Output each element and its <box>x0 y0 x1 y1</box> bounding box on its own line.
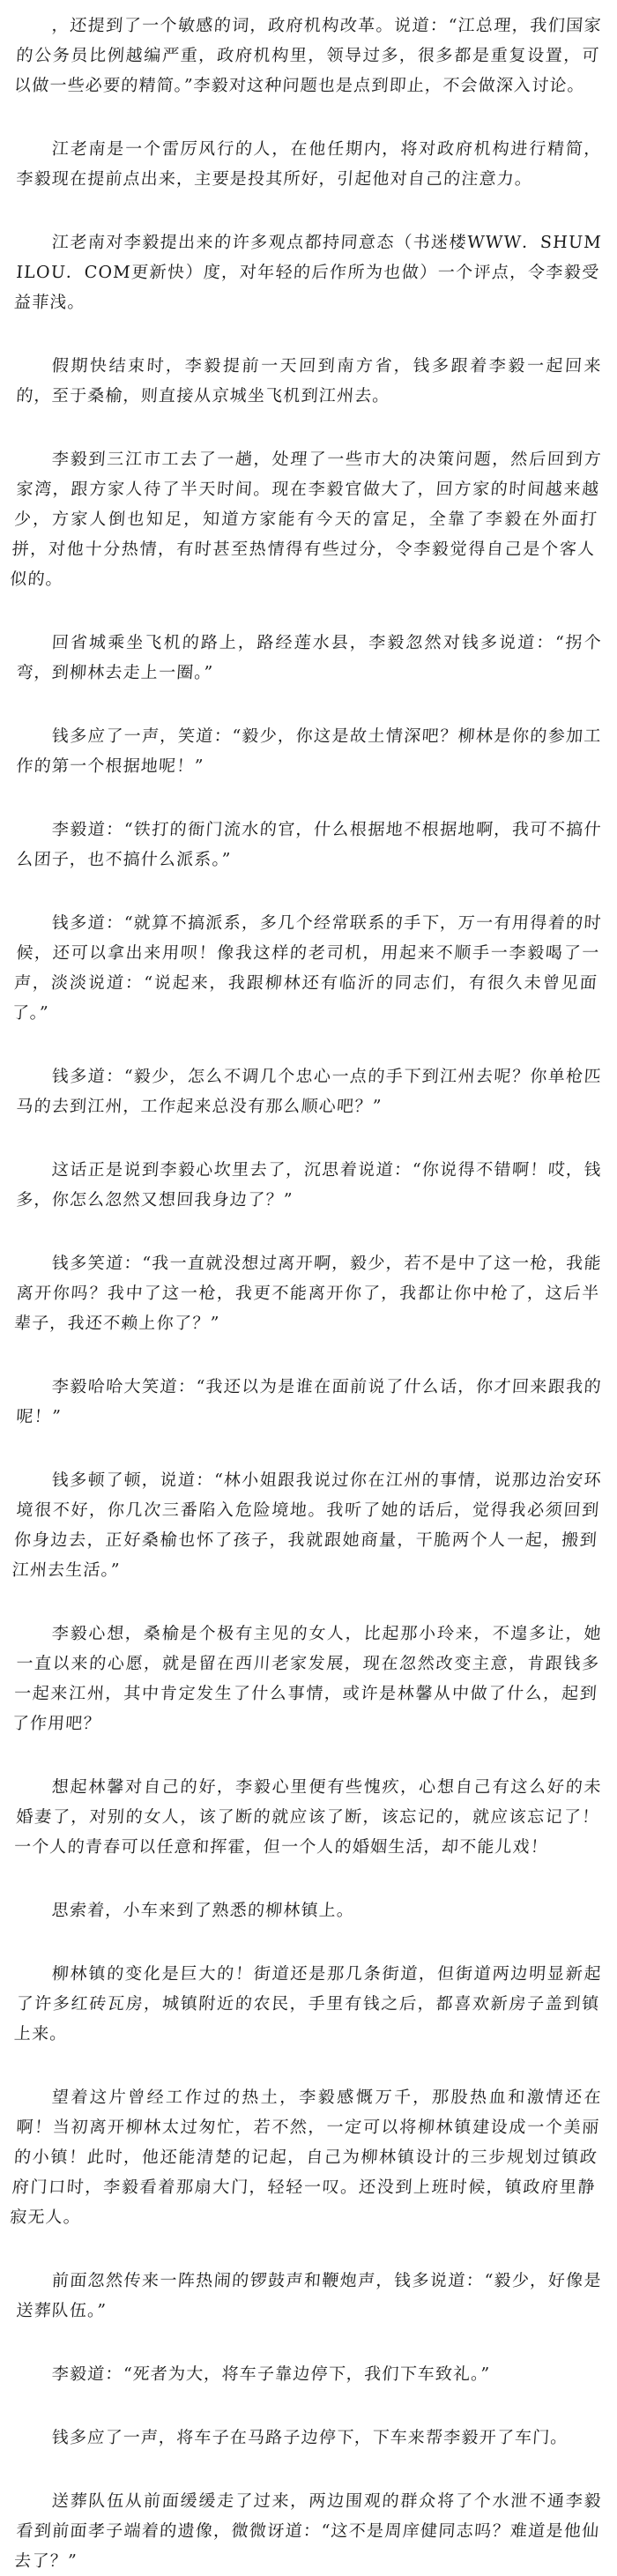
paragraph: 李毅到三江市工去了一趟，处理了一些市大的决策问题，然后回到方家湾，跟方家人待了半天时间。现在李毅官做大了，回方家的时间越来越少，方家人倒也知足，知道方家能有今天的富足，全靠了李毅在外面打拼，对他十分热情，有时甚至热情得有些过分，令李毅觉得自己是个客人似的。 <box>9 450 603 589</box>
paragraph: 送葬队伍从前面缓缓走了过来，两边围观的群众将了个水泄不通李毅看到前面孝子端着的遗像，微微讶道：“这不是周庠健同志吗？难道是他仙去了？” <box>13 2491 603 2571</box>
paragraph: 江老南是一个雷厉风行的人，在他任期内，将对政府机构进行精简，李毅现在提前点出来，主要是投其所好，引起他对自己的注意力。 <box>15 139 603 189</box>
paragraph: 这话正是说到李毅心坎里去了，沉思着说道：“你说得不错啊！哎，钱多，你怎么忽然又想回我身边了？” <box>15 1160 603 1210</box>
paragraph: 思索着，小车来到了熟悉的柳林镇上。 <box>51 1901 355 1920</box>
paragraph: 钱多道：“就算不搞派系，多几个经常联系的手下，万一有用得着的时候，还可以拿出来用呗！像我这样的老司机，用起来不顺手一李毅喝了一声，淡淡说道：“说起来，我跟柳林还有临沂的同志们，有很久未曾见面了。” <box>11 913 603 1023</box>
paragraph: 前面忽然传来一阵热闹的锣鼓声和鞭炮声，钱多说道：“毅少，好像是送葬队伍。” <box>15 2271 603 2320</box>
paragraph: 柳林镇的变化是巨大的！街道还是那几条街道，但街道两边明显新起了许多红砖瓦房，城镇附近的农民，手里有钱之后，都喜欢新房子盖到镇上来。 <box>13 1964 603 2044</box>
paragraph: 假期快结束时，李毅提前一天回到南方省，钱多跟着李毅一起回来的，至于桑榆，则直接从京城坐飞机到江州去。 <box>15 356 603 406</box>
paragraph: 回省城乘坐飞机的路上，路经莲水县，李毅忽然对钱多说道：“拐个弯，到柳林去走上一圈。” <box>15 633 603 682</box>
paragraph: 李毅道：“死者为大，将车子靠边停下，我们下车致礼。” <box>51 2364 491 2384</box>
paragraph: 钱多顿了顿，说道：“林小姐跟我说过你在江州的事情，说那边治安环境很不好，你几次三番陷入危险境地。我听了她的话后，觉得我必须回到你身边去，正好桑榆也怀了孩子，我就跟她商量，干脆两个人一起，搬到江州去生活。” <box>11 1470 603 1580</box>
paragraph: 钱多应了一声，将车子在马路子边停下，下车来帮李毅开了车门。 <box>51 2428 569 2447</box>
paragraph: 想起林馨对自己的好，李毅心里便有些愧疚，心想自己有这么好的未婚妻了，对别的女人，该了断的就应该了断，该忘记的，就应该忘记了！一个人的青春可以任意和挥霍，但一个人的婚姻生活，却不能儿戏！ <box>13 1777 603 1857</box>
paragraph: ，还提到了一个敏感的词，政府机构改革。说道：“江总理，我们国家的公务员比例越编严重，政府机构里，领导过多，很多都是重复设置，可以做一些必要的精简。”李毅对这种问题也是点到即止，不会做深入讨论。 <box>13 16 603 95</box>
paragraph: 钱多道：“毅少，怎么不调几个忠心一点的手下到江州去呢？你单枪匹马的去到江州，工作起来总没有那么顺心吧？” <box>15 1067 603 1116</box>
paragraph: 李毅心想，桑榆是个极有主见的女人，比起那小玲来，不遑多让，她一直以来的心愿，就是留在西川老家发展，现在忽然改变主意，肯跟钱多一起来江州，其中肯定发生了什么事情，或许是林馨从中做了什么，起到了作用吧？ <box>11 1624 603 1733</box>
paragraph: 钱多笑道：“我一直就没想过离开啊，毅少，若不是中了这一枪，我能离开你吗？我中了这一枪，我更不能离开你了，我都让你中枪了，这后半辈子，我还不赖上你了？” <box>13 1254 603 1333</box>
paragraph: 李毅哈哈大笑道：“我还以为是谁在面前说了什么话，你才回来跟我的呢！” <box>15 1377 603 1426</box>
paragraph: 李毅道：“铁打的衙门流水的官，什么根据地不根据地啊，我可不搞什么团子，也不搞什么派系。” <box>15 820 603 869</box>
paragraph: 江老南对李毅提出来的许多观点都持同意态（书迷楼WWW．SHUMILOU．COM更新快）度，对年轻的后作所为也做）一个评点，令李毅受益菲浅。 <box>13 233 603 312</box>
paragraph: 望着这片曾经工作过的热土，李毅感慨万千，那股热血和激情还在啊！当初离开柳林太过匆忙，若不然，一定可以将柳林镇建设成一个美丽的小镇！此时，他还能清楚的记起，自己为柳林镇设计的三步规划过镇政府门口时，李毅看着那扇大门，轻轻一叹。还没到上班时候，镇政府里静寂无人。 <box>9 2088 603 2227</box>
paragraph: 钱多应了一声，笑道：“毅少，你这是故土情深吧？柳林是你的参加工作的第一个根据地呢！” <box>15 726 603 776</box>
